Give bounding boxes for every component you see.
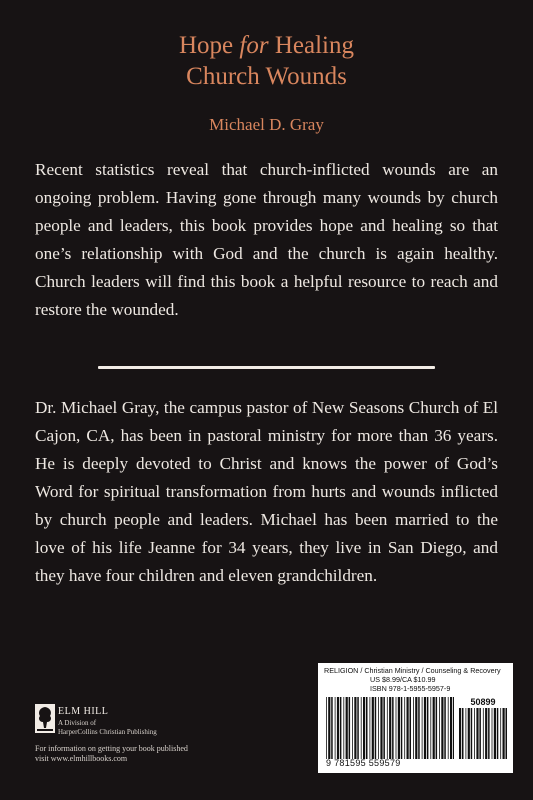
info-line-2: visit www.elmhillbooks.com xyxy=(35,754,128,763)
barcode-bar xyxy=(375,697,377,759)
title-word-hope: Hope xyxy=(179,32,240,59)
barcode-bar xyxy=(424,697,426,759)
barcode-bar xyxy=(430,697,431,759)
barcode-bar xyxy=(331,697,333,759)
publisher-division xyxy=(58,719,157,737)
barcode-bar xyxy=(392,697,394,759)
barcode-bar xyxy=(396,697,397,759)
author-bio: Dr. Michael Gray, the campus pastor of New Seasons Church of El Cajon, CA, has been in pastoral ministry for more than 36 years. He is deeply devoted to Christ and knows the power of God’s Word for spiritual transformation from hurts and wounds inflicted by church people and leaders. Michael has been married to the love of his life Jeanne for 34 years, they live in San Diego, and they have four children and eleven grandchildren. xyxy=(35,398,498,585)
barcode-bar xyxy=(466,708,467,759)
bisac-category: RELIGION / Christian Ministry / Counseling & Recovery xyxy=(324,666,501,675)
barcode-bar xyxy=(506,708,508,759)
barcode-bar xyxy=(476,708,478,759)
barcode-bar xyxy=(453,697,454,759)
barcode-bar xyxy=(326,697,327,759)
elm-hill-tree-logo-icon xyxy=(35,704,55,733)
book-title xyxy=(0,30,533,92)
barcode-bar xyxy=(418,697,420,759)
division-line-2: HarperCollins Christian Publishing xyxy=(58,728,157,736)
barcode-bar xyxy=(483,708,484,759)
barcode-bar xyxy=(492,708,493,759)
barcode-bar xyxy=(361,697,362,759)
barcode-bar xyxy=(485,708,487,759)
division-line-1: A Division of xyxy=(58,719,97,727)
barcode-bar xyxy=(337,697,339,759)
barcode-bar xyxy=(372,697,374,759)
barcode-bar xyxy=(468,708,470,759)
barcode-bar xyxy=(404,697,405,759)
isbn-label: ISBN 978-1-5955-5957-9 xyxy=(370,684,451,693)
barcode-bar xyxy=(340,697,342,759)
barcode-bar xyxy=(352,697,353,759)
barcode-bar xyxy=(370,697,371,759)
title-line-1 xyxy=(0,30,533,61)
barcode-bar xyxy=(448,697,449,759)
barcode-bar xyxy=(462,708,464,759)
barcode-bar xyxy=(366,697,368,759)
barcode-digits: 9 781595 559579 xyxy=(326,758,401,768)
barcode-bar xyxy=(346,697,348,759)
barcode-bar xyxy=(497,708,499,759)
barcode-bar xyxy=(413,697,414,759)
barcode-bar xyxy=(363,697,365,759)
barcode-bar xyxy=(427,697,429,759)
barcode-bar xyxy=(415,697,417,759)
info-line-1: For information on getting your book published xyxy=(35,744,188,753)
isbn-barcode xyxy=(326,697,454,759)
barcode-bar xyxy=(383,697,385,759)
barcode-bar xyxy=(387,697,388,759)
barcode-bar xyxy=(398,697,400,759)
barcode-bar xyxy=(444,697,446,759)
barcode-bar xyxy=(410,697,412,759)
author-name: Michael D. Gray xyxy=(209,115,324,134)
barcode-bar xyxy=(378,697,379,759)
publisher-name: ELM HILL xyxy=(58,706,109,717)
barcode-bar xyxy=(433,697,435,759)
section-divider xyxy=(98,366,435,369)
barcode-bar xyxy=(450,697,452,759)
barcode-bar xyxy=(494,708,496,759)
title-word-healing: Healing xyxy=(268,32,354,59)
barcode-bar xyxy=(335,697,336,759)
barcode-bar xyxy=(500,708,501,759)
barcode-bar xyxy=(407,697,409,759)
barcode-bar xyxy=(401,697,403,759)
barcode-bar xyxy=(343,697,344,759)
barcode-bar xyxy=(459,708,461,759)
barcode-box xyxy=(318,663,513,773)
barcode-bar xyxy=(488,708,490,759)
barcode-bar xyxy=(380,697,382,759)
price-label: US $8.99/CA $10.99 xyxy=(370,675,436,684)
barcode-bar xyxy=(436,697,438,759)
title-word-for: for xyxy=(239,32,269,59)
barcode-bar xyxy=(439,697,440,759)
barcode-bar xyxy=(357,697,359,759)
price-addon-barcode xyxy=(459,708,507,759)
title-line-2: Church Wounds xyxy=(186,63,347,90)
barcode-bar xyxy=(503,708,505,759)
price-addon-number: 50899 xyxy=(470,697,496,707)
barcode-bar xyxy=(389,697,391,759)
barcode-bar xyxy=(479,708,481,759)
barcode-bar xyxy=(349,697,351,759)
barcode-bar xyxy=(441,697,443,759)
barcode-bar xyxy=(354,697,356,759)
publisher-info xyxy=(35,744,188,764)
barcode-bar xyxy=(474,708,475,759)
barcode-bar xyxy=(328,697,330,759)
barcode-bar xyxy=(422,697,423,759)
book-description: Recent statistics reveal that church-inflicted wounds are an ongoing problem. Having gone through many wounds by church people and leaders, this book provides hope and healing so that one’s relationship with God and the church is again healthy. Church leaders will find this book a helpful resource to reach and restore the wounded. xyxy=(35,160,498,319)
barcode-bar xyxy=(471,708,473,759)
